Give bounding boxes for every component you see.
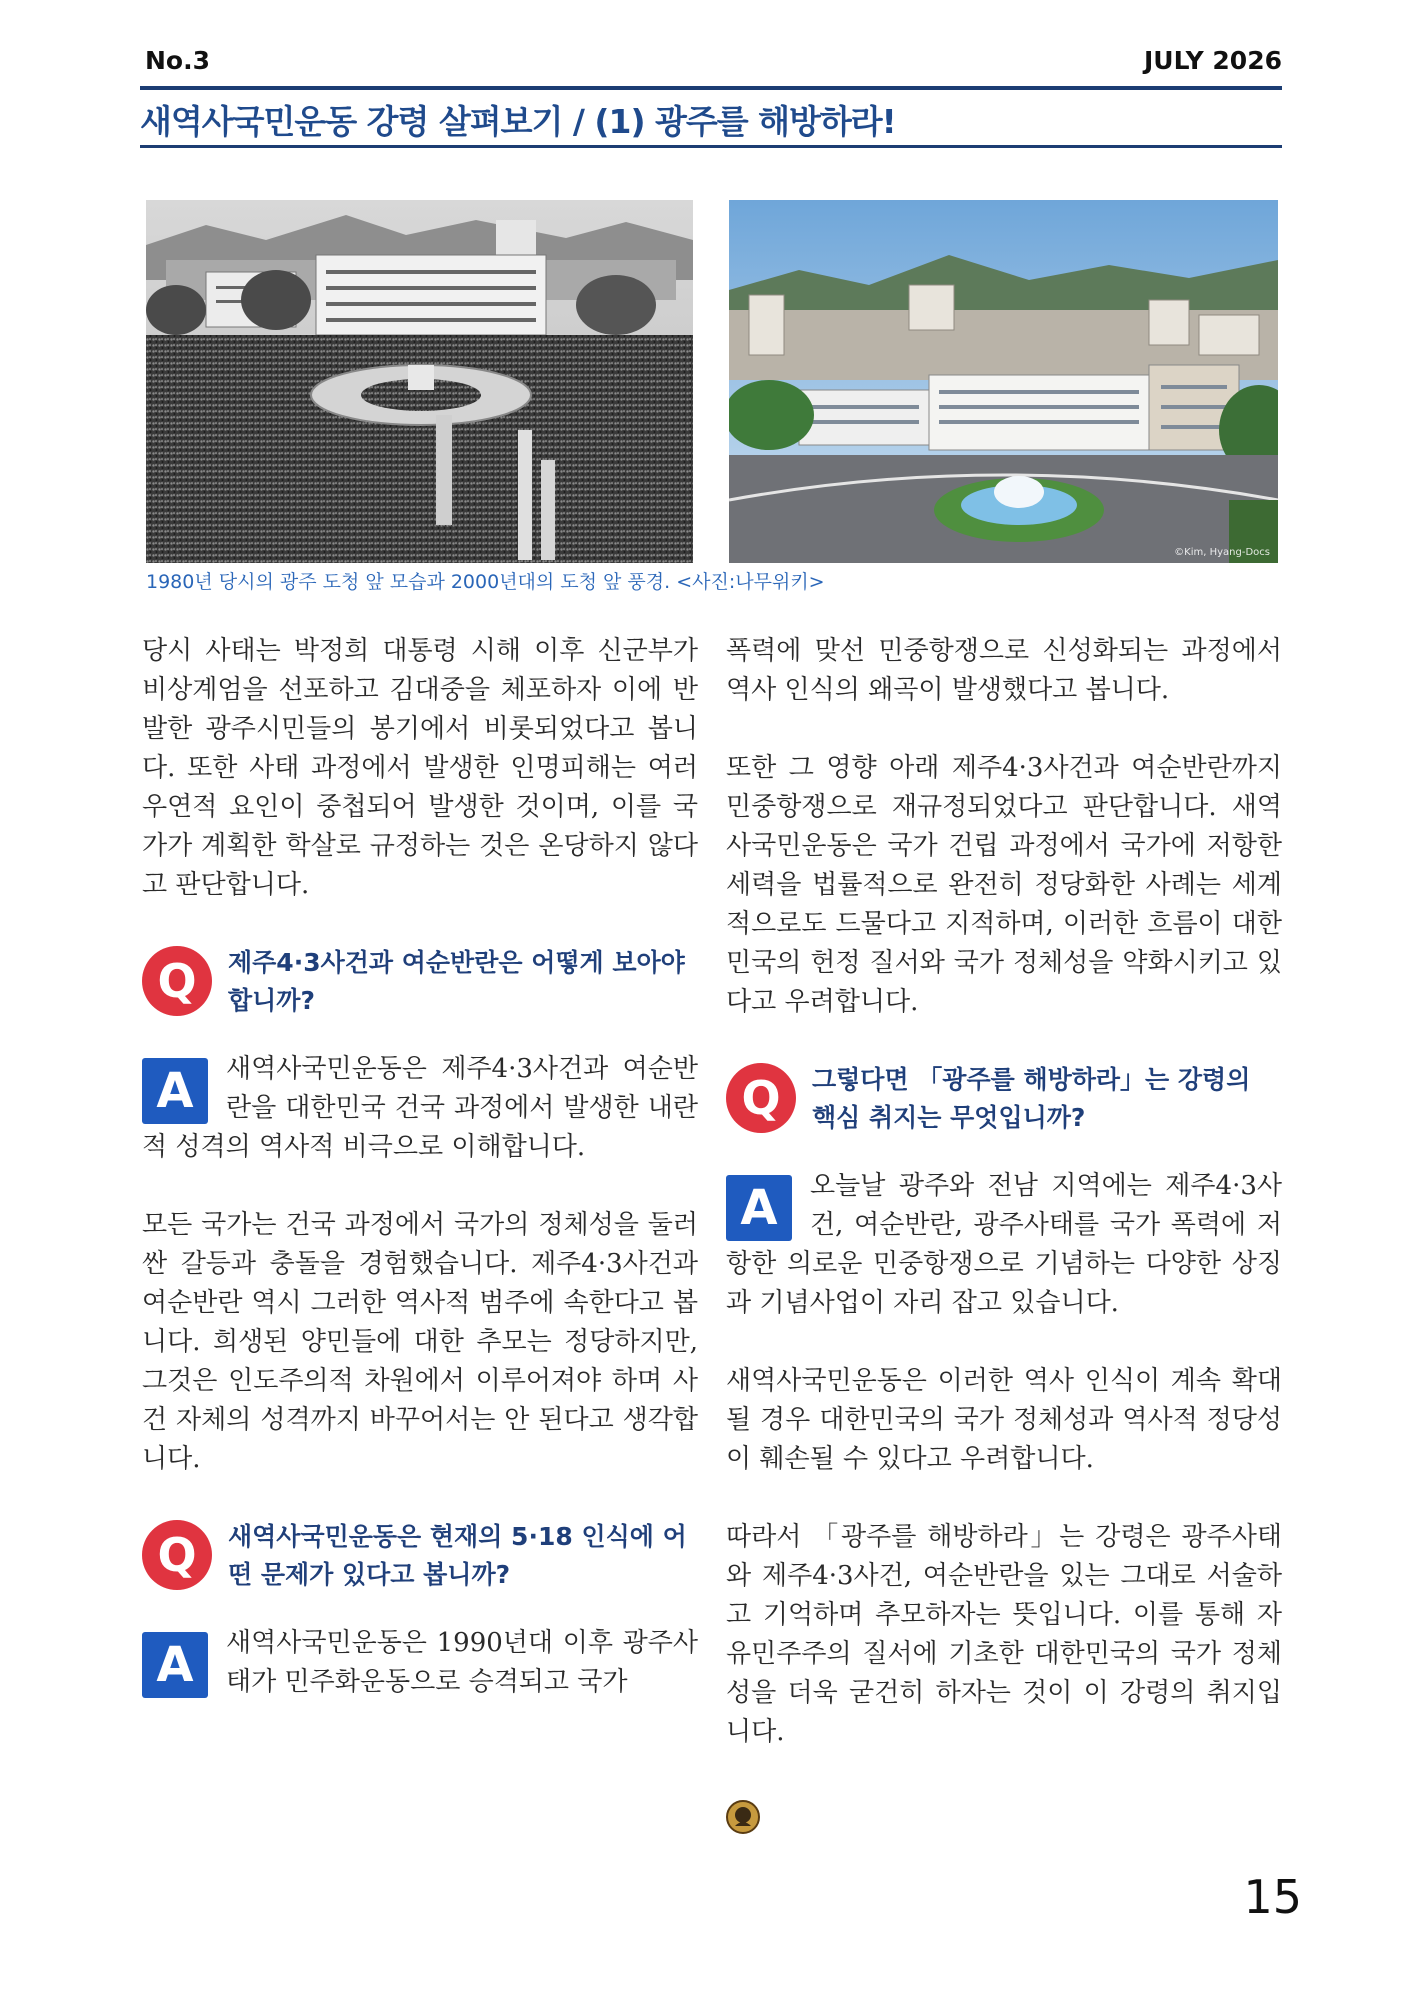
photo-credit: ©Kim, Hyang-Docs [1174, 547, 1270, 558]
page-title: 새역사국민운동 강령 살펴보기 / (1) 광주를 해방하라! [140, 102, 896, 141]
question-1-text: 제주4·3사건과 여순반란은 어떻게 보아야 합니까? [228, 948, 685, 1015]
answer-2 [142, 1624, 698, 1702]
paragraph-2: 모든 국가는 건국 과정에서 국가의 정체성을 둘러싼 갈등과 충돌을 경험했습니다. 제주4·3사건과 여순반란 역시 그러한 역사적 범주에 속한다고 봅니다. 희생된 양민들에 대한 추모는 정당하지만, 그것은 인도주의적 차원에서 이루어져야 하며 사건 자체의 성격까지 바꾸어서는 안 된다고 생각합니다. [142, 1210, 698, 1474]
question-2-text: 새역사국민운동은 현재의 5·18 인식에 어떤 문제가 있다고 봅니까? [228, 1522, 687, 1589]
question-badge-icon: Q [726, 1063, 796, 1133]
header-rule-bottom [140, 145, 1282, 148]
end-mark-logo-icon [726, 1800, 760, 1834]
question-2 [142, 1518, 698, 1594]
right-column [726, 632, 1282, 1791]
issue-date: JULY 2026 [1143, 46, 1282, 75]
answer-3-text: 오늘날 광주와 전남 지역에는 제주4·3사건, 여순반란, 광주사태를 국가 폭력에 저항한 의로운 민중항쟁으로 기념하는 다양한 상징과 기념사업이 자리 잡고 있습니다. [726, 1171, 1282, 1318]
photo-2000s-provincial-office [729, 200, 1278, 563]
left-column [142, 632, 698, 1741]
answer-badge-icon: A [142, 1632, 208, 1698]
answer-1 [142, 1050, 698, 1167]
photo-1980-provincial-office [146, 200, 693, 563]
question-1 [142, 944, 698, 1020]
intro-paragraph: 당시 사태는 박정희 대통령 시해 이후 신군부가 비상계엄을 선포하고 김대중을 체포하자 이에 반발한 광주시민들의 봉기에서 비롯되었다고 봅니다. 또한 사태 과정에서 발생한 인명피해는 여러 우연적 요인이 중첩되어 발생한 것이며, 이를 국가가 계획한 학살로 규정하는 것은 온당하지 않다고 판단합니다. [142, 636, 698, 900]
answer-3 [726, 1167, 1282, 1323]
page-number: 15 [1243, 1870, 1302, 1924]
header-rule-top [140, 86, 1282, 90]
continuation-paragraph: 폭력에 맞선 민중항쟁으로 신성화되는 과정에서 역사 인식의 왜곡이 발생했다고 봅니다. [726, 636, 1282, 705]
question-badge-icon: Q [142, 946, 212, 1016]
paragraph-4: 새역사국민운동은 이러한 역사 인식이 계속 확대될 경우 대한민국의 국가 정체성과 역사적 정당성이 훼손될 수 있다고 우려합니다. [726, 1366, 1282, 1474]
paragraph-3: 또한 그 영향 아래 제주4·3사건과 여순반란까지 민중항쟁으로 재규정되었다고 판단합니다. 새역사국민운동은 국가 건립 과정에서 국가에 저항한 세력을 법률적으로 완전히 정당화한 사례는 세계적으로도 드물다고 지적하며, 이러한 흐름이 대한민국의 헌정 질서와 국가 정체성을 약화시키고 있다고 우려합니다. [726, 753, 1282, 1017]
answer-badge-icon: A [726, 1175, 792, 1241]
issue-number: No.3 [145, 46, 210, 75]
paragraph-5: 따라서 「광주를 해방하라」는 강령은 광주사태와 제주4·3사건, 여순반란을 있는 그대로 서술하고 기억하며 추모하자는 뜻입니다. 이를 통해 자유민주주의 질서에 기초한 대한민국의 국가 정체성을 더욱 굳건히 하자는 것이 이 강령의 취지입니다. [726, 1522, 1282, 1747]
answer-1-text: 새역사국민운동은 제주4·3사건과 여순반란을 대한민국 건국 과정에서 발생한 내란적 성격의 역사적 비극으로 이해합니다. [142, 1054, 698, 1162]
question-3 [726, 1061, 1282, 1137]
answer-2-text: 새역사국민운동은 1990년대 이후 광주사태가 민주화운동으로 승격되고 국가 [226, 1628, 698, 1697]
question-badge-icon: Q [142, 1520, 212, 1590]
question-3-text: 그렇다면 「광주를 해방하라」는 강령의 핵심 취지는 무엇입니까? [812, 1065, 1251, 1132]
photo-caption: 1980년 당시의 광주 도청 앞 모습과 2000년대의 도청 앞 풍경. <사진:나무위키> [146, 571, 825, 593]
answer-badge-icon: A [142, 1058, 208, 1124]
